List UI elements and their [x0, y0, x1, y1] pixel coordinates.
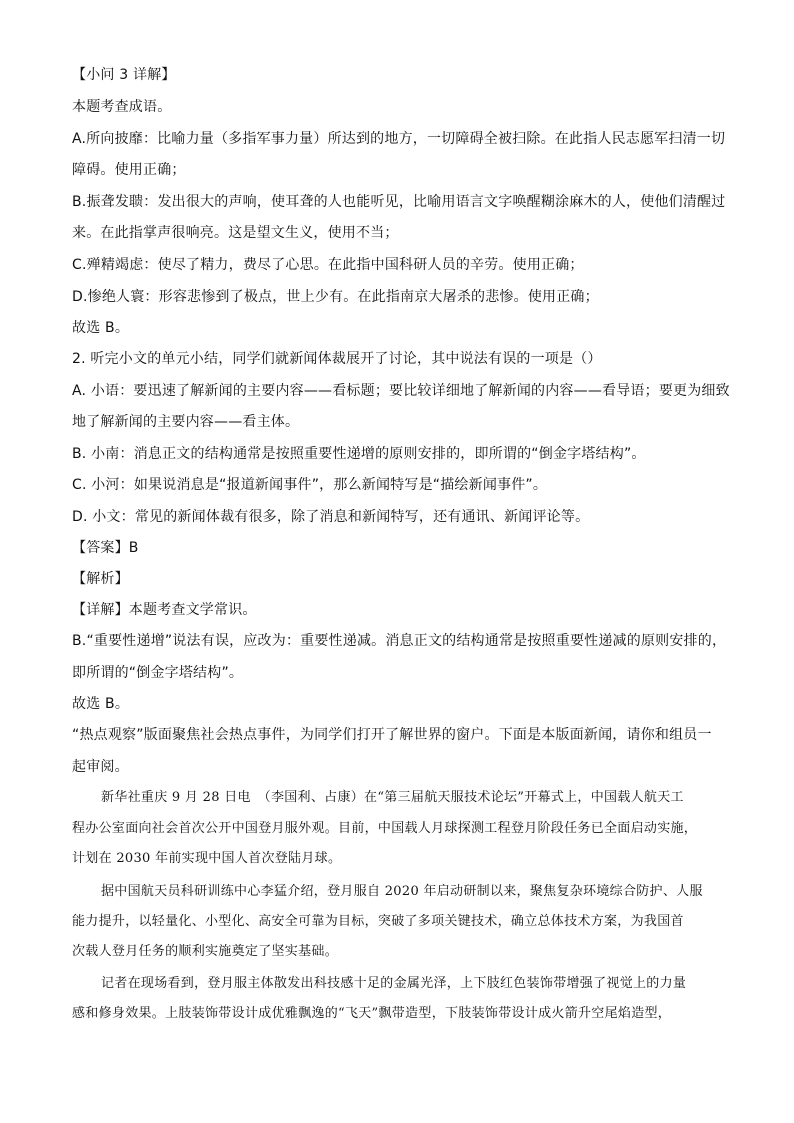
text-line: A.所向披靡：比喻力量（多指军事力量）所达到的地方，一切障碍全被扫除。在此指人民志愿军扫清一切: [72, 131, 726, 147]
text-line: B.振聋发聩：发出很大的声响，使耳聋的人也能听见，比喻用语言文字唤醒糊涂麻木的人，使他们清醒过: [72, 194, 726, 210]
option-line: D. 小文：常见的新闻体裁有很多，除了消息和新闻特写，还有通讯、新闻评论等。: [72, 509, 590, 525]
text-line: D.惨绝人寰：形容悲惨到了极点，世上少有。在此指南京大屠杀的悲惨。使用正确；: [72, 289, 599, 305]
news-line: 能力提升，以轻量化、小型化、高安全可靠为目标，突破了多项关键技术，确立总体技术方案，为我国首: [72, 914, 684, 929]
news-line: 计划在 2030 年前实现中国人首次登陆月球。: [72, 851, 342, 866]
text-line: 故选 B。: [72, 320, 130, 336]
news-line: 新华社重庆 9 月 28 日电 （李国利、占康）在“第三届航天服技术论坛”开幕式上，中国载人航天工: [101, 790, 684, 805]
text-line: 【小问 3 详解】: [72, 67, 176, 83]
news-line: 感和修身效果。上肢装饰带设计成优雅飘逸的“飞天”飘带造型，下肢装饰带设计成火箭升空尾焰造型，: [72, 1006, 672, 1021]
news-line: 据中国航天员科研训练中心李猛介绍，登月服自 2020 年启动研制以来，聚焦复杂环境综合防护、人服: [101, 884, 703, 899]
option-line: A. 小语：要迅速了解新闻的主要内容——看标题；要比较详细地了解新闻的内容——看导语；要更为细致: [72, 383, 730, 399]
text-line: C.殚精竭虑：使尽了精力，费尽了心思。在此指中国科研人员的辛劳。使用正确；: [72, 257, 584, 273]
text-line: B.“重要性递增”说法有误，应改为：重要性递减。消息正文的结构通常是按照重要性递减的原则安排的，: [72, 633, 727, 649]
answer-label: 【答案】B: [72, 540, 139, 556]
text-line: 障碍。使用正确；: [72, 162, 186, 178]
text-line: 【详解】本题考查文学常识。: [72, 602, 257, 618]
news-line: 记者在现场看到，登月服主体散发出科技感十足的金属光泽，上下肢红色装饰带增强了视觉上的力量: [101, 976, 687, 991]
text-line: 来。在此指掌声很响亮。这是望文生义，使用不当；: [72, 225, 399, 241]
news-line: 次载人登月任务的顺利实施奠定了坚实基础。: [72, 944, 339, 959]
question-line: 2. 听完小文的单元小结，同学们就新闻体裁展开了讨论，其中说法有误的一项是（）: [72, 351, 602, 367]
text-line: 本题考查成语。: [72, 99, 172, 115]
text-line: 起审阅。: [72, 759, 129, 775]
option-line: B. 小南：消息正文的结构通常是按照重要性递增的原则安排的，即所谓的“倒金字塔结构”。: [72, 446, 646, 462]
option-line: 地了解新闻的主要内容——看主体。: [72, 414, 300, 430]
analysis-label: 【解析】: [72, 571, 129, 587]
text-line: “热点观察”版面聚焦社会热点事件，为同学们打开了解世界的窗户。下面是本版面新闻，请你和组员一: [72, 727, 712, 743]
option-line: C. 小河：如果说消息是“报道新闻事件”，那么新闻特写是“描绘新闻事件”。: [72, 477, 548, 493]
text-line: 即所谓的“倒金字塔结构”。: [72, 665, 244, 681]
text-line: 故选 B。: [72, 696, 130, 712]
news-line: 程办公室面向社会首次公开中国登月服外观。目前，中国载人月球探测工程登月阶段任务已全面启动实施，: [72, 821, 698, 836]
